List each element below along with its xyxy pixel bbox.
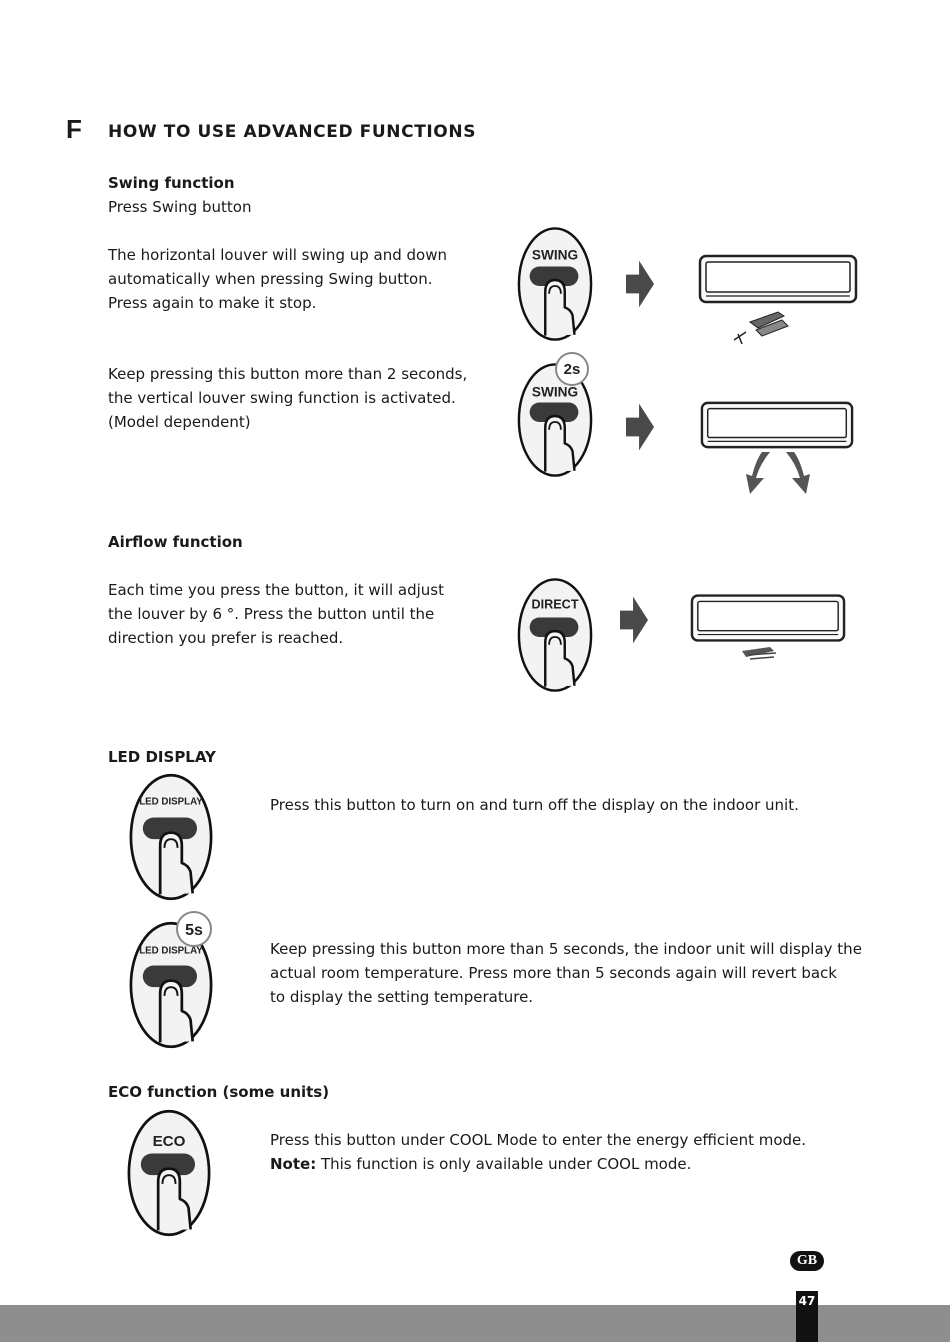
text-line: Press again to make it stop. bbox=[108, 294, 317, 312]
text-line: Keep pressing this button more than 2 seconds, bbox=[108, 365, 468, 383]
led-title: LED DISPLAY bbox=[108, 748, 216, 766]
hold-2s-badge bbox=[553, 351, 591, 387]
indoor-unit-airflow-icon bbox=[690, 593, 848, 663]
text-line: The horizontal louver will swing up and down bbox=[108, 246, 447, 264]
hold-2s-label: 2s bbox=[563, 361, 581, 378]
eco-button-label: ECO bbox=[152, 1132, 186, 1150]
swing-button-label: SWING bbox=[531, 247, 579, 263]
section-title: HOW TO USE ADVANCED FUNCTIONS bbox=[108, 122, 477, 142]
arrow-right-icon bbox=[620, 595, 648, 645]
led-display-button-icon bbox=[126, 772, 216, 902]
swing-button-icon bbox=[516, 224, 594, 344]
section-letter: F bbox=[66, 114, 82, 144]
airflow-description bbox=[108, 578, 444, 650]
text-line: the vertical louver swing function is activated. bbox=[108, 389, 456, 407]
hold-5s-label: 5s bbox=[185, 922, 203, 939]
text-line: the louver by 6 °. Press the button until the bbox=[108, 605, 435, 623]
swing-instruction: Press Swing button bbox=[108, 198, 252, 216]
page-number: 47 bbox=[798, 1294, 816, 1308]
eco-note-label: Note: bbox=[270, 1155, 317, 1173]
led-hold-button-label: LED DISPLAY bbox=[139, 945, 203, 957]
text-line: automatically when pressing Swing button. bbox=[108, 270, 433, 288]
led-button-label: LED DISPLAY bbox=[139, 796, 203, 808]
eco-button-icon bbox=[125, 1108, 213, 1238]
swing-title: Swing function bbox=[108, 174, 235, 192]
swing-hold-button-label: SWING bbox=[531, 384, 579, 400]
arrow-right-icon bbox=[626, 402, 654, 452]
text-line: direction you prefer is reached. bbox=[108, 629, 344, 647]
text-line: Each time you press the button, it will adjust bbox=[108, 581, 444, 599]
indoor-unit-horizontal-swing-icon bbox=[698, 254, 860, 346]
text-line: Keep pressing this button more than 5 seconds, the indoor unit will display the bbox=[270, 940, 862, 958]
direct-button-icon bbox=[516, 575, 594, 695]
eco-note-text: This function is only available under COOL mode. bbox=[316, 1155, 692, 1173]
text-line: (Model dependent) bbox=[108, 413, 251, 431]
swing-description-2 bbox=[108, 362, 467, 434]
hold-5s-badge bbox=[174, 910, 214, 948]
eco-note bbox=[270, 1152, 691, 1176]
text-line: actual room temperature. Press more than 5 seconds again will revert back bbox=[270, 964, 837, 982]
airflow-title: Airflow function bbox=[108, 533, 243, 551]
direct-button-label: DIRECT bbox=[531, 597, 579, 612]
eco-description: Press this button under COOL Mode to enter the energy efficient mode. bbox=[270, 1131, 807, 1149]
led-description-2 bbox=[270, 937, 862, 1009]
eco-title: ECO function (some units) bbox=[108, 1083, 330, 1101]
country-badge: GB bbox=[790, 1251, 824, 1271]
led-description-1: Press this button to turn on and turn off the display on the indoor unit. bbox=[270, 796, 799, 814]
indoor-unit-vertical-swing-icon bbox=[700, 400, 856, 496]
swing-description-1 bbox=[108, 243, 447, 315]
text-line: to display the setting temperature. bbox=[270, 988, 534, 1006]
arrow-right-icon bbox=[626, 259, 654, 309]
